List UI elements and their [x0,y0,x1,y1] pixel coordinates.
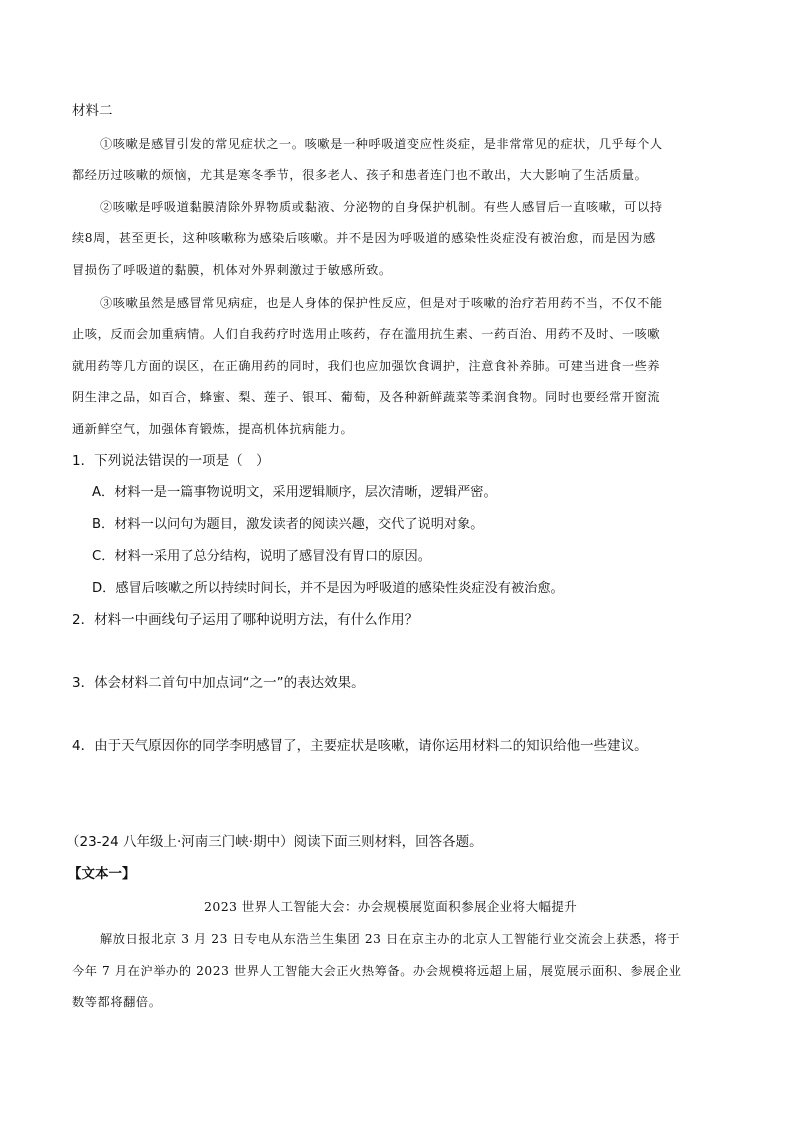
question-1: 1．下列说法错误的一项是（ ） [72,453,270,469]
question-1-option-c: C．材料一采用了总分结构，说明了感冒没有胃口的原因。 [92,549,431,564]
article-paragraph-line-3: 数等都将翻倍。 [72,995,162,1009]
material-2-paragraph-2-line-1: ②咳嗽是呼吸道黏膜清除外界物质或黏液、分泌物的自身保护机制。有些人感冒后一直咳嗽，可以持 [100,200,663,214]
material-2-paragraph-2-line-3: 冒损伤了呼吸道的黏膜，机体对外界刺激过于敏感所致。 [72,263,392,277]
material-2-paragraph-1-line-2: 都经历过咳嗽的烦恼，尤其是寒冬季节，很多老人、孩子和患者连门也不敢出，大大影响了生活质量。 [72,168,648,182]
section-source: （23-24 八年级上·河南三门峡·期中）阅读下面三则材料，回答各题。 [66,834,483,850]
question-4: 4．由于天气原因你的同学李明感冒了，主要症状是咳嗽，请你运用材料二的知识给他一些建议。 [72,738,648,754]
material-2-paragraph-3-line-5: 通新鲜空气，加强体育锻炼，提高机体抗病能力。 [72,422,354,436]
question-1-option-b: B．材料一以问句为题目，激发读者的阅读兴趣，交代了说明对象。 [92,517,484,532]
material-2-paragraph-3-line-2: 止咳，反而会加重病情。人们自我药疗时选用止咳药，存在滥用抗生素、一药百治、用药不及时、一咳嗽 [72,327,661,341]
material-2-heading: 材料二 [72,103,113,119]
material-2-paragraph-2-line-2: 续8周，甚至更长，这种咳嗽称为感染后咳嗽。并不是因为呼吸道的感染性炎症没有被治愈，而是因为感 [72,231,656,245]
question-1-option-d: D．感冒后咳嗽之所以持续时间长，并不是因为呼吸道的感染性炎症没有被治愈。 [92,581,564,596]
question-1-option-a: A．材料一是一篇事物说明文，采用逻辑顺序，层次清晰，逻辑严密。 [92,485,497,500]
article-title: 2023 世界人工智能大会：办会规模展览面积参展企业将大幅提升 [204,899,578,914]
question-2: 2．材料一中画线句子运用了哪种说明方法，有什么作用？ [72,612,419,628]
material-2-paragraph-1-line-1: ①咳嗽是感冒引发的常见症状之一。咳嗽是一种呼吸道变应性炎症，是非常常见的症状，几乎每个人 [100,137,663,151]
material-2-paragraph-3-line-1: ③咳嗽虽然是感冒常见病症，也是人身体的保护性反应，但是对于咳嗽的治疗若用药不当，不仅不能 [100,296,663,310]
article-paragraph-line-2: 今年 7 月在沪举办的 2023 世界人工智能大会正火热筹备。办会规模将远超上届，展览展示面积、参展企业 [72,964,682,978]
text-1-label: 【文本一】 [68,866,136,882]
article-paragraph-line-1: 解放日报北京 3 月 23 日专电从东浩兰生集团 23 日在京主办的北京人工智能行业交流会上获悉，将于 [100,932,681,946]
material-2-paragraph-3-line-4: 阴生津之品，如百合，蜂蜜、梨、莲子、银耳、葡萄，及各种新鲜蔬菜等柔润食物。同时也要经常开窗流 [72,390,661,404]
material-2-paragraph-3-line-3: 就用药等几方面的误区，在正确用药的同时，我们也应加强饮食调护，注意食补养肺。可建当进食一些养 [72,359,661,373]
question-3: 3．体会材料二首句中加点词“之一”的表达效果。 [72,675,365,691]
